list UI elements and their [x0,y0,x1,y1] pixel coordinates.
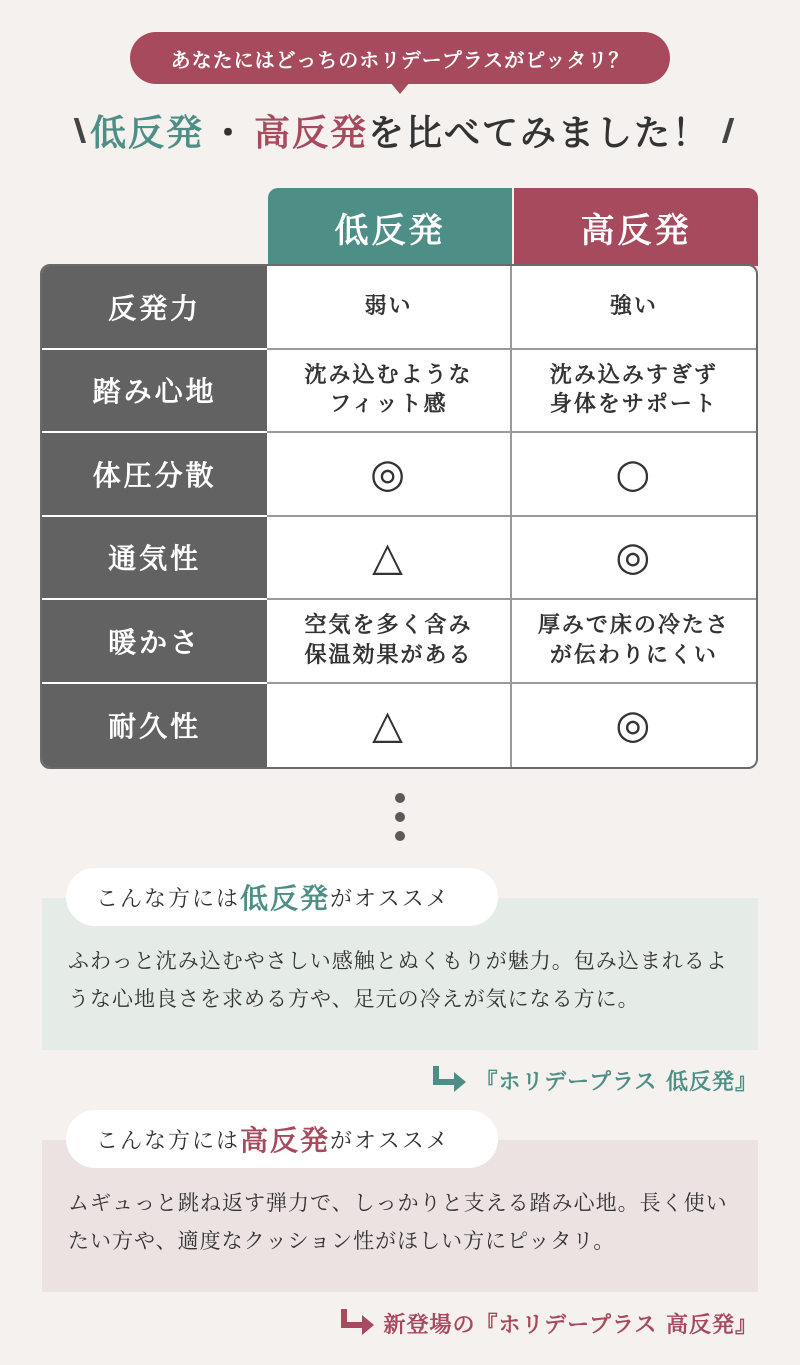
cell-low: △ [267,684,511,768]
link-high-product[interactable] [340,1305,758,1341]
dot [395,793,405,803]
ellipsis-dots-icon [395,793,405,850]
title-dot: ・ [209,112,248,154]
arrow-turn-right-icon [432,1066,468,1094]
pill-suffix: がオススメ [330,1128,450,1154]
cell-low: 空気を多く含み 保温効果がある [267,600,511,682]
table-row [42,684,756,768]
pill-emphasis: 低反発 [240,882,331,915]
cell-high: 強い [609,293,658,319]
recommend-high-text: ムギュっと跳ね返す弾力で、しっかりと支える踏み心地。長く使いたい方や、適度なクッション性がほしい方にピッタリ。 [68,1191,728,1253]
title-rest: を比べてみました！ [368,112,711,154]
recommend-high-pill [66,1110,498,1168]
link-low-product[interactable] [432,1062,758,1098]
column-header-high: 高反発 [514,188,758,266]
cell-low: △ [267,517,511,599]
link-low-label: 『ホリデープラス 低反発』 [475,1069,758,1095]
recommend-low-pill [66,868,498,926]
title-high: 高反発 [254,112,369,154]
row-header: 通気性 [42,517,267,601]
cell-low: 沈み込むような フィット感 [267,350,511,432]
comparison-table [40,264,758,769]
cell-high: ◎ [615,702,653,749]
column-header-low: 低反発 [268,188,512,266]
cell-low: ◎ [267,433,511,515]
slash-right-decoration: // [722,112,727,148]
row-header: 踏み心地 [42,350,267,434]
row-header: 耐久性 [42,684,267,768]
row-header: 反発力 [42,266,267,350]
slash-left-decoration: \\ [73,112,78,148]
question-bubble [130,32,670,84]
arrow-turn-right-icon [340,1309,376,1337]
cell-high: ○ [615,450,653,497]
table-row [42,433,756,517]
table-row [42,600,756,684]
cell-high: 沈み込みすぎず 身体をサポート [549,362,718,418]
pill-suffix: がオススメ [330,886,450,912]
row-header: 体圧分散 [42,433,267,517]
cell-low: 弱い [267,266,511,348]
dot [395,831,405,841]
recommend-low-text: ふわっと沈み込むやさしい感触とぬくもりが魅力。包み込まれるような心地良さを求める方や、足元の冷えが気になる方に。 [68,949,728,1011]
table-row [42,266,756,350]
table-row [42,517,756,601]
pill-prefix: こんな方には [96,886,241,912]
dot [395,812,405,822]
page-title [60,100,740,160]
link-high-label: 新登場の『ホリデープラス 高反発』 [383,1312,758,1338]
row-header: 暖かさ [42,600,267,684]
bubble-tail [390,82,410,94]
cell-high: ◎ [615,534,653,581]
question-text: あなたにはどっちのホリデープラスがピッタリ？ [170,47,630,72]
pill-emphasis: 高反発 [240,1124,331,1157]
table-row [42,350,756,434]
pill-prefix: こんな方には [96,1128,241,1154]
cell-high: 厚みで床の冷たさ が伝わりにくい [537,613,730,668]
title-low: 低反発 [89,112,204,154]
